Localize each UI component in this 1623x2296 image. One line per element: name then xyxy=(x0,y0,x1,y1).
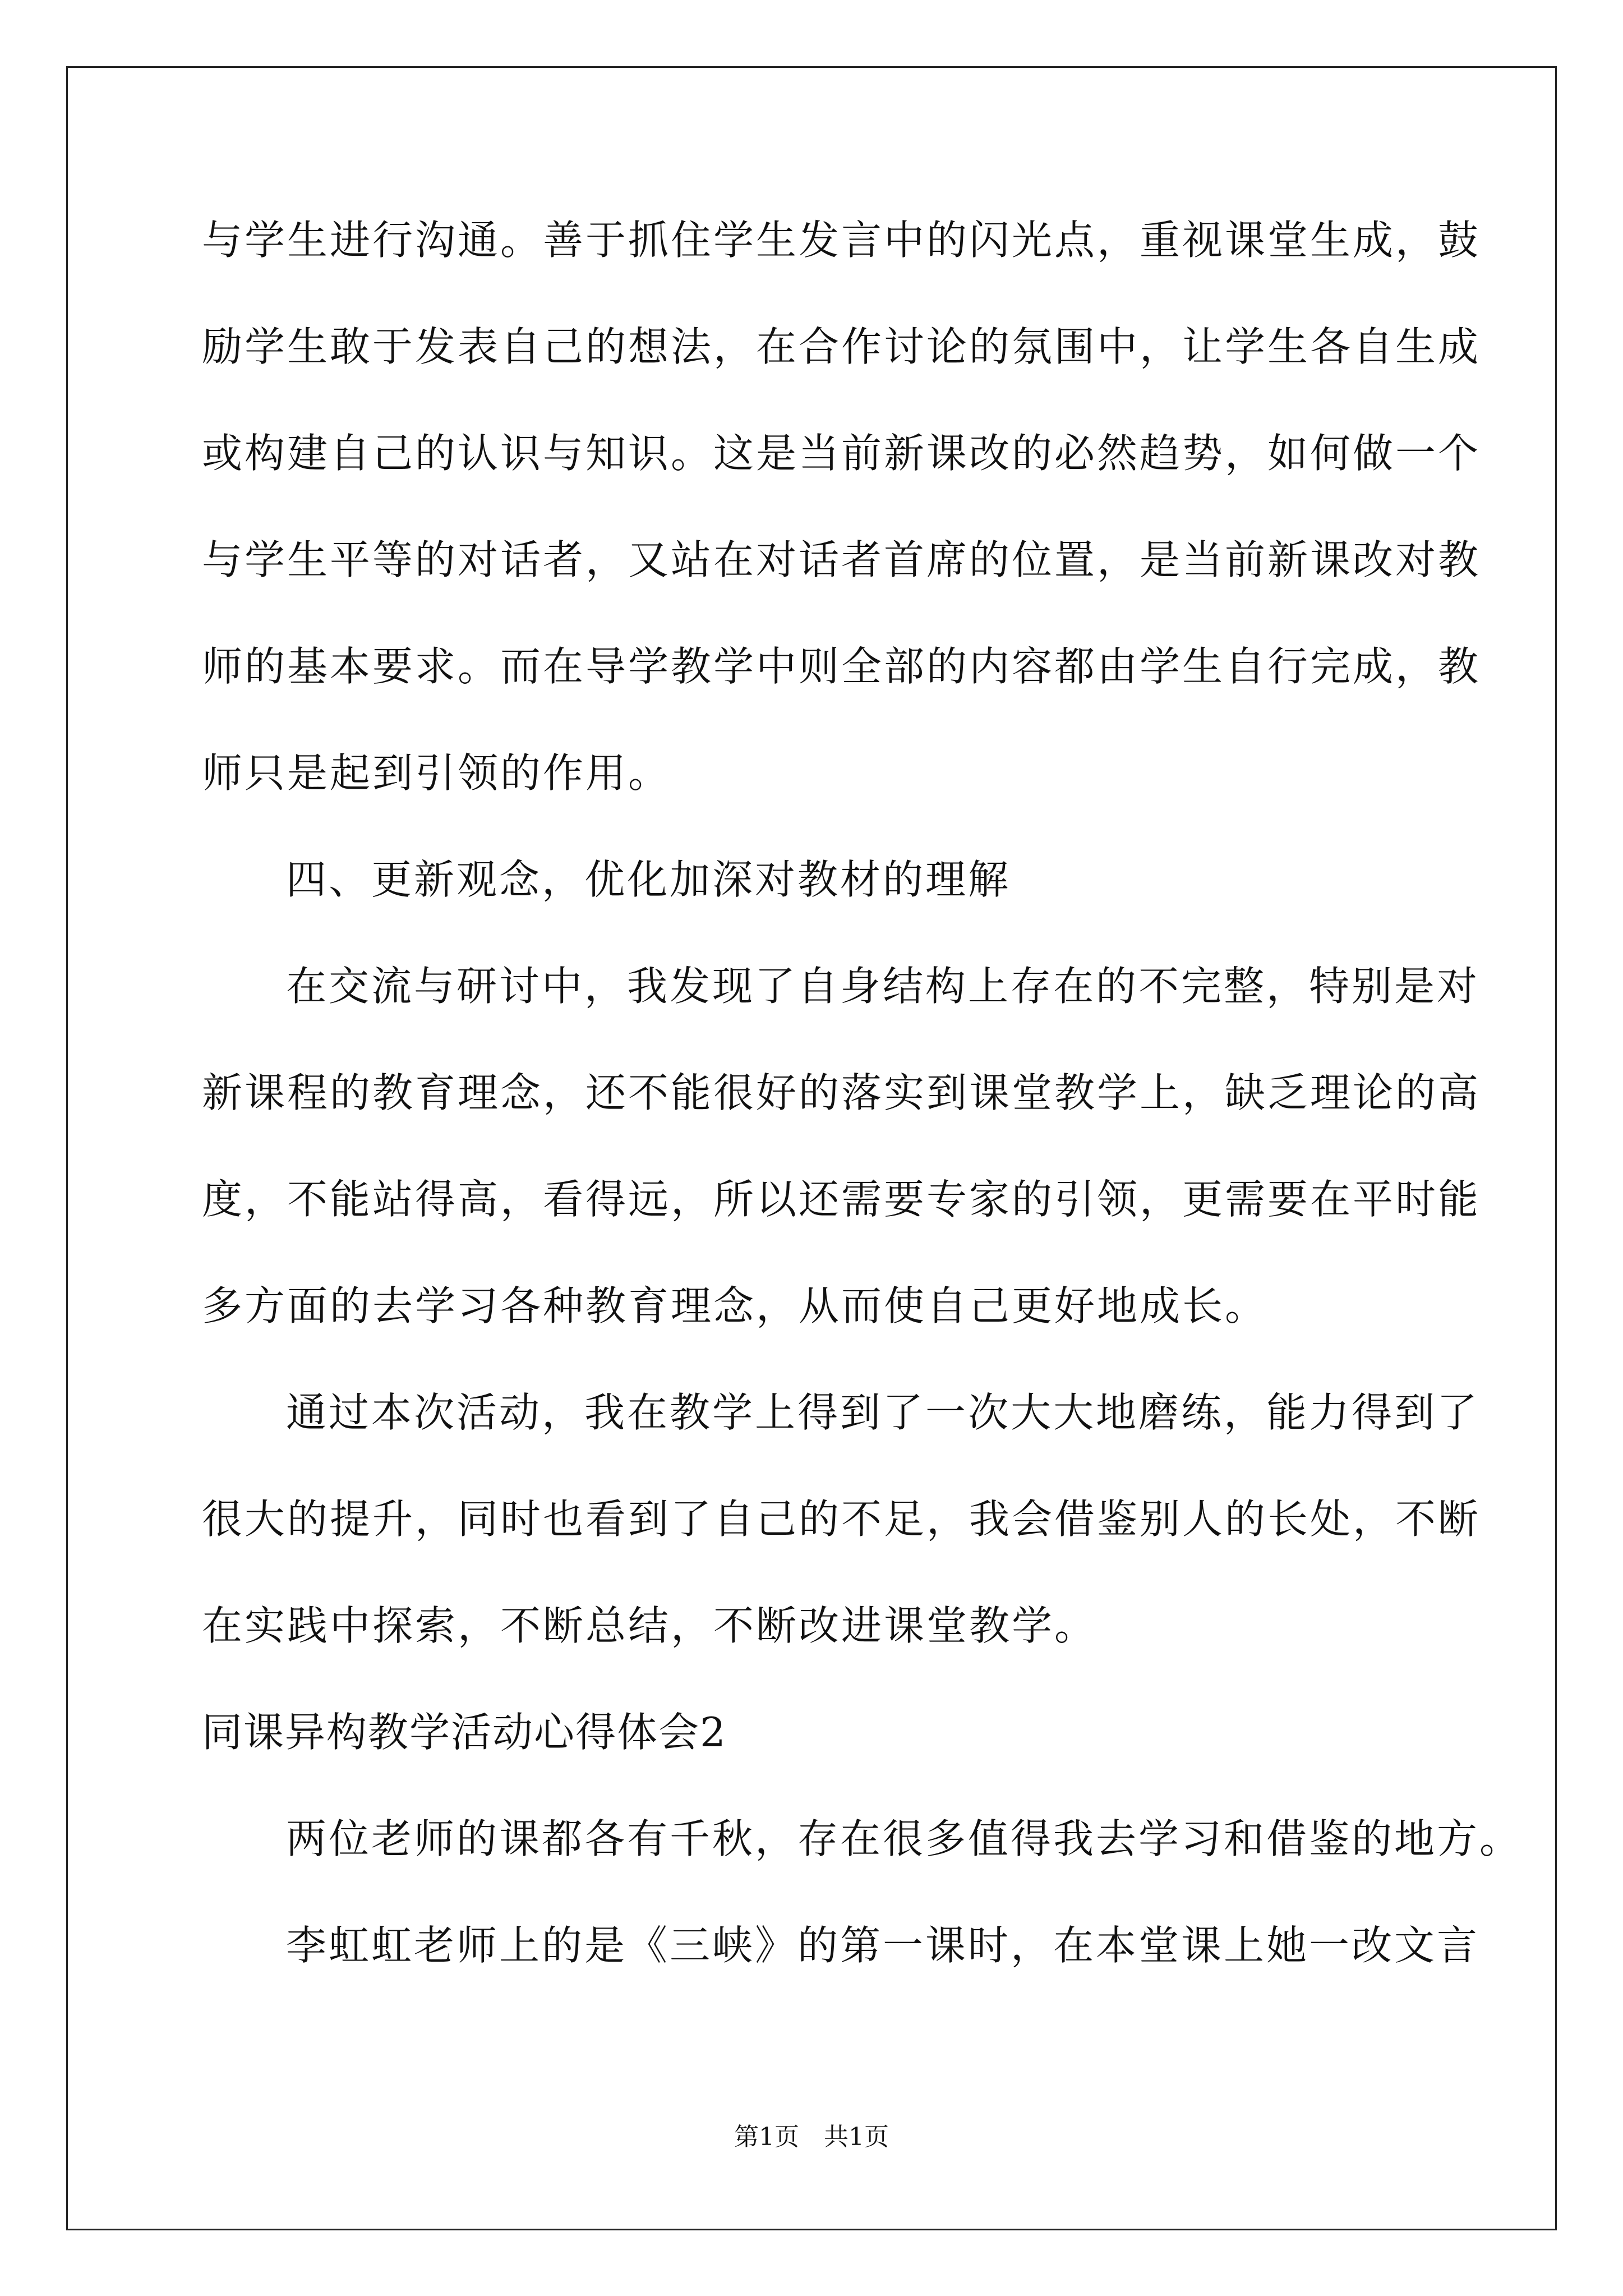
paragraph-line: 与学生进行沟通。善于抓住学生发言中的闪光点，重视课堂生成，鼓 xyxy=(202,217,1481,264)
paragraph-line: 度，不能站得高，看得远，所以还需要专家的引领，更需要在平时能 xyxy=(202,1176,1481,1223)
paragraph-line: 两位老师的课都各有千秋，存在很多值得我去学习和借鉴的地方。 xyxy=(286,1815,1523,1862)
section-heading: 四、更新观念，优化加深对教材的理解 xyxy=(286,856,1011,903)
paragraph-line: 多方面的去学习各种教育理念，从而使自己更好地成长。 xyxy=(202,1282,1268,1329)
paragraph-line: 李虹虹老师上的是《三峡》的第一课时，在本堂课上她一改文言 xyxy=(286,1922,1480,1969)
document-title: 同课异构教学活动心得体会2 xyxy=(202,1709,727,1756)
paragraph-line: 很大的提升，同时也看到了自己的不足，我会借鉴别人的长处，不断 xyxy=(202,1496,1481,1543)
page-footer: 第1页 共1页 xyxy=(734,2123,889,2151)
paragraph-line: 新课程的教育理念，还不能很好的落实到课堂教学上，缺乏理论的高 xyxy=(202,1069,1481,1116)
paragraph-line: 与学生平等的对话者，又站在对话者首席的位置，是当前新课改对教 xyxy=(202,536,1481,583)
paragraph-line: 在交流与研讨中，我发现了自身结构上存在的不完整，特别是对 xyxy=(286,963,1480,1010)
paragraph-line: 在实践中探索，不断总结，不断改进课堂教学。 xyxy=(202,1602,1098,1649)
page-border xyxy=(66,66,1557,2230)
paragraph-line: 通过本次活动，我在教学上得到了一次大大地磨练，能力得到了 xyxy=(286,1389,1480,1436)
paragraph-line: 师的基本要求。而在导学教学中则全部的内容都由学生自行完成，教 xyxy=(202,643,1481,690)
paragraph-line: 励学生敢于发表自己的想法，在合作讨论的氛围中，让学生各自生成 xyxy=(202,323,1481,370)
paragraph-line: 师只是起到引领的作用。 xyxy=(202,749,671,797)
paragraph-line: 或构建自己的认识与知识。这是当前新课改的必然趋势，如何做一个 xyxy=(202,430,1481,477)
